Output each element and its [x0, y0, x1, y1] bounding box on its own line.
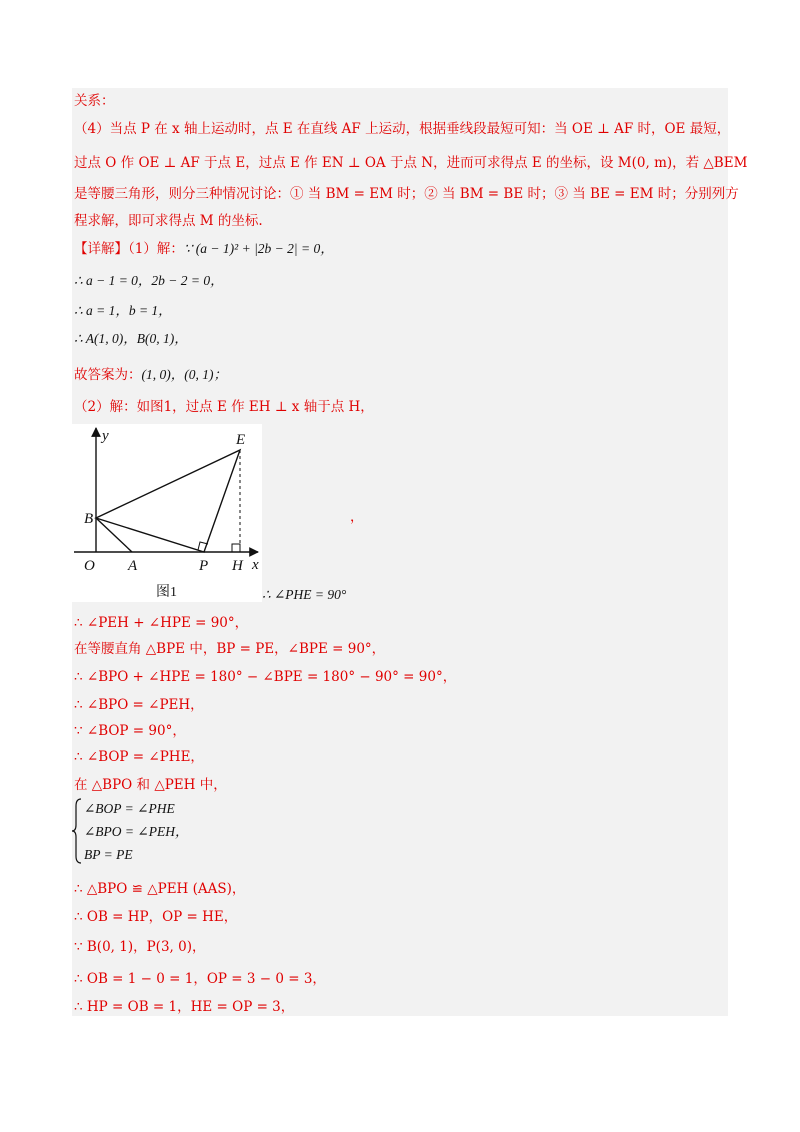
text-line: 是等腰三角形，则分三种情况讨论：① 当 BM = EM 时；② 当 BM = BE 时；③ 当 BE = EM 时；分别列方: [74, 186, 739, 202]
triangle-bpe: [96, 450, 240, 552]
detail-label: （1）解：: [128, 241, 184, 257]
right-angle-mark-h: [232, 544, 240, 552]
answer-line: [74, 366, 227, 384]
math-line: ∴ ∠BPO = ∠PEH，: [74, 697, 204, 713]
label-a: A: [128, 558, 138, 574]
text-line: 在 △BPO 和 △PEH 中，: [74, 777, 227, 793]
math-line: ∵ B(0, 1)，P(3, 0)，: [74, 939, 206, 955]
math-line: ∴ a − 1 = 0，2b − 2 = 0，: [74, 273, 224, 288]
label-o: O: [84, 558, 95, 574]
math-line: ∴ OB = HP，OP = HE，: [74, 909, 238, 925]
brace-icon: [72, 798, 82, 864]
system-equation-3: BP = PE: [84, 847, 133, 862]
detail-tag: 【详解】: [74, 241, 128, 257]
math-line: ∴ ∠PHE = 90°: [262, 587, 347, 602]
text-line: （4）当点 P 在 x 轴上运动时，点 E 在直线 AF 上运动，根据垂线段最短可知：当 OE ⊥ AF 时，OE 最短，: [74, 121, 731, 137]
answer-label: 故答案为：: [74, 367, 142, 383]
system-equation-2: ∠BPO = ∠PEH，: [84, 824, 189, 839]
math-line: ∵ ∠BOP = 90°，: [74, 723, 186, 739]
text-line: 在等腰直角 △BPE 中，BP = PE，∠BPE = 90°，: [74, 641, 386, 657]
label-e: E: [236, 432, 246, 448]
math-expression: ∵ (a − 1)² + |2b − 2| = 0，: [183, 241, 334, 256]
system-equation-1: ∠BOP = ∠PHE: [84, 801, 175, 816]
math-line: ∴ OB = 1 − 0 = 1，OP = 3 − 0 = 3，: [74, 971, 326, 987]
text-line: 关系：: [74, 93, 115, 109]
detail-line: [74, 240, 334, 258]
figure-1: [72, 424, 262, 602]
math-line: ∴ ∠BOP = ∠PHE，: [74, 749, 204, 765]
text-line: （2）解：如图1，过点 E 作 EH ⊥ x 轴于点 H，: [74, 399, 374, 415]
label-y: y: [102, 428, 109, 444]
figure-caption: 图1: [156, 585, 177, 600]
math-line: ∴ △BPO ≌ △PEH (AAS)，: [74, 881, 246, 897]
answer-math: (1, 0)，(0, 1)；: [141, 367, 227, 382]
text-line: 程求解，即可求得点 M 的坐标.: [74, 213, 263, 229]
math-line: ∴ ∠BPO + ∠HPE = 180° − ∠BPE = 180° − 90° = 90°，: [74, 669, 457, 685]
label-b: B: [84, 511, 94, 527]
label-h: H: [232, 558, 243, 574]
figure-trailing-comma: ，: [350, 509, 364, 525]
math-line: ∴ A(1, 0)，B(0, 1)，: [74, 331, 188, 346]
math-line: ∴ HP = OB = 1，HE = OP = 3，: [74, 999, 295, 1015]
text-line: 过点 O 作 OE ⊥ AF 于点 E，过点 E 作 EN ⊥ OA 于点 N，进而可求得点 E 的坐标，设 M(0, m)，若 △BEM: [74, 155, 748, 171]
math-line: ∴ ∠PEH + ∠HPE = 90°，: [74, 615, 249, 631]
math-line: ∴ a = 1，b = 1，: [74, 303, 172, 318]
label-p: P: [199, 558, 209, 574]
label-x: x: [252, 557, 259, 573]
